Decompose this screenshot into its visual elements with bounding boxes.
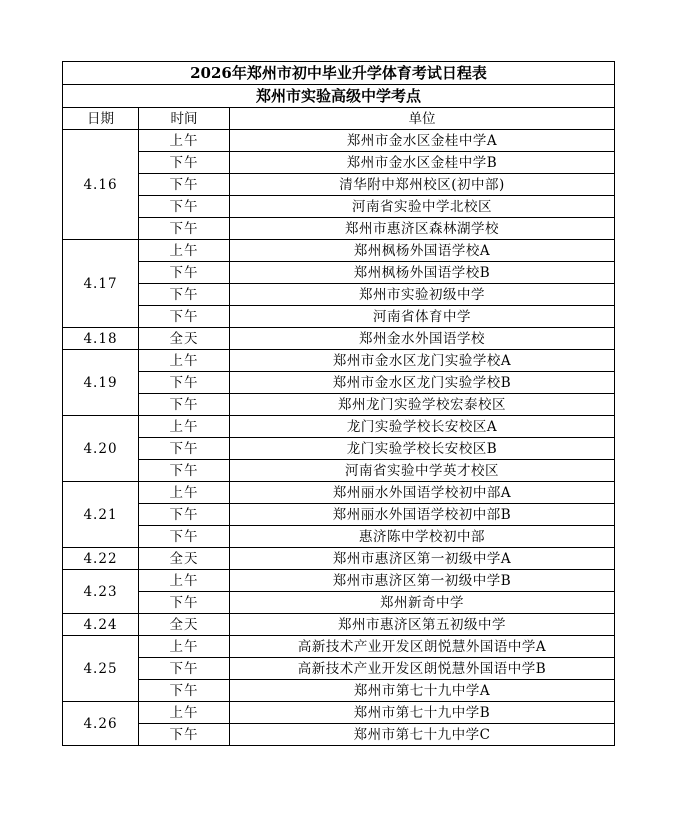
unit-cell: 郑州金水外国语学校 — [230, 328, 615, 350]
date-cell: 4.24 — [63, 614, 139, 636]
unit-cell: 高新技术产业开发区朗悦慧外国语中学B — [230, 658, 615, 680]
title-row — [63, 62, 615, 85]
table-row — [63, 592, 615, 614]
unit-cell: 郑州枫杨外国语学校B — [230, 262, 615, 284]
time-cell: 全天 — [139, 614, 230, 636]
date-cell: 4.20 — [63, 416, 139, 482]
date-cell: 4.22 — [63, 548, 139, 570]
unit-cell: 郑州枫杨外国语学校A — [230, 240, 615, 262]
date-cell: 4.25 — [63, 636, 139, 702]
table-row — [63, 636, 615, 658]
table-row — [63, 658, 615, 680]
time-cell: 下午 — [139, 724, 230, 746]
time-cell: 上午 — [139, 130, 230, 152]
time-cell: 上午 — [139, 416, 230, 438]
unit-cell: 郑州市第七十九中学C — [230, 724, 615, 746]
date-cell: 4.16 — [63, 130, 139, 240]
table-row — [63, 570, 615, 592]
header-time: 时间 — [139, 108, 230, 130]
unit-cell: 郑州市第七十九中学B — [230, 702, 615, 724]
time-cell: 下午 — [139, 526, 230, 548]
unit-cell: 郑州新奇中学 — [230, 592, 615, 614]
unit-cell: 郑州市惠济区第五初级中学 — [230, 614, 615, 636]
unit-cell: 惠济陈中学校初中部 — [230, 526, 615, 548]
table-row — [63, 218, 615, 240]
unit-cell: 河南省实验中学北校区 — [230, 196, 615, 218]
subtitle-row — [63, 85, 615, 108]
document-title: 2026年郑州市初中毕业升学体育考试日程表 — [63, 62, 615, 85]
table-row — [63, 702, 615, 724]
unit-cell: 河南省实验中学英才校区 — [230, 460, 615, 482]
table-row — [63, 614, 615, 636]
time-cell: 下午 — [139, 680, 230, 702]
table-row — [63, 350, 615, 372]
table-row — [63, 174, 615, 196]
unit-cell: 郑州市惠济区第一初级中学B — [230, 570, 615, 592]
time-cell: 上午 — [139, 350, 230, 372]
schedule-table — [62, 61, 615, 746]
time-cell: 下午 — [139, 174, 230, 196]
table-row — [63, 526, 615, 548]
unit-cell: 清华附中郑州校区(初中部) — [230, 174, 615, 196]
time-cell: 上午 — [139, 482, 230, 504]
time-cell: 下午 — [139, 504, 230, 526]
time-cell: 上午 — [139, 570, 230, 592]
unit-cell: 郑州市实验初级中学 — [230, 284, 615, 306]
unit-cell: 郑州丽水外国语学校初中部B — [230, 504, 615, 526]
time-cell: 下午 — [139, 152, 230, 174]
date-cell: 4.21 — [63, 482, 139, 548]
time-cell: 下午 — [139, 438, 230, 460]
unit-cell: 郑州市金水区龙门实验学校A — [230, 350, 615, 372]
unit-cell: 郑州市金水区金桂中学A — [230, 130, 615, 152]
unit-cell: 龙门实验学校长安校区A — [230, 416, 615, 438]
document-subtitle: 郑州市实验高级中学考点 — [63, 85, 615, 108]
unit-cell: 郑州市惠济区第一初级中学A — [230, 548, 615, 570]
time-cell: 全天 — [139, 548, 230, 570]
date-cell: 4.23 — [63, 570, 139, 614]
unit-cell: 高新技术产业开发区朗悦慧外国语中学A — [230, 636, 615, 658]
unit-cell: 河南省体育中学 — [230, 306, 615, 328]
time-cell: 下午 — [139, 372, 230, 394]
table-row — [63, 438, 615, 460]
table-row — [63, 416, 615, 438]
unit-cell: 郑州市惠济区森林湖学校 — [230, 218, 615, 240]
table-row — [63, 482, 615, 504]
unit-cell: 郑州市金水区龙门实验学校B — [230, 372, 615, 394]
table-row — [63, 284, 615, 306]
time-cell: 全天 — [139, 328, 230, 350]
date-cell: 4.17 — [63, 240, 139, 328]
date-cell: 4.26 — [63, 702, 139, 746]
table-row — [63, 394, 615, 416]
table-row — [63, 130, 615, 152]
table-row — [63, 460, 615, 482]
table-row — [63, 504, 615, 526]
table-row — [63, 680, 615, 702]
unit-cell: 郑州龙门实验学校宏泰校区 — [230, 394, 615, 416]
time-cell: 下午 — [139, 196, 230, 218]
time-cell: 下午 — [139, 262, 230, 284]
time-cell: 上午 — [139, 702, 230, 724]
table-row — [63, 548, 615, 570]
time-cell: 下午 — [139, 658, 230, 680]
table-row — [63, 306, 615, 328]
time-cell: 下午 — [139, 218, 230, 240]
time-cell: 下午 — [139, 592, 230, 614]
table-row — [63, 328, 615, 350]
unit-cell: 郑州丽水外国语学校初中部A — [230, 482, 615, 504]
time-cell: 下午 — [139, 394, 230, 416]
time-cell: 下午 — [139, 306, 230, 328]
table-row — [63, 724, 615, 746]
unit-cell: 郑州市金水区金桂中学B — [230, 152, 615, 174]
unit-cell: 龙门实验学校长安校区B — [230, 438, 615, 460]
table-row — [63, 240, 615, 262]
header-date: 日期 — [63, 108, 139, 130]
table-row — [63, 262, 615, 284]
header-row — [63, 108, 615, 130]
date-cell: 4.18 — [63, 328, 139, 350]
table-row — [63, 372, 615, 394]
unit-cell: 郑州市第七十九中学A — [230, 680, 615, 702]
time-cell: 上午 — [139, 636, 230, 658]
table-row — [63, 196, 615, 218]
date-cell: 4.19 — [63, 350, 139, 416]
table-row — [63, 152, 615, 174]
time-cell: 下午 — [139, 284, 230, 306]
header-unit: 单位 — [230, 108, 615, 130]
time-cell: 下午 — [139, 460, 230, 482]
time-cell: 上午 — [139, 240, 230, 262]
